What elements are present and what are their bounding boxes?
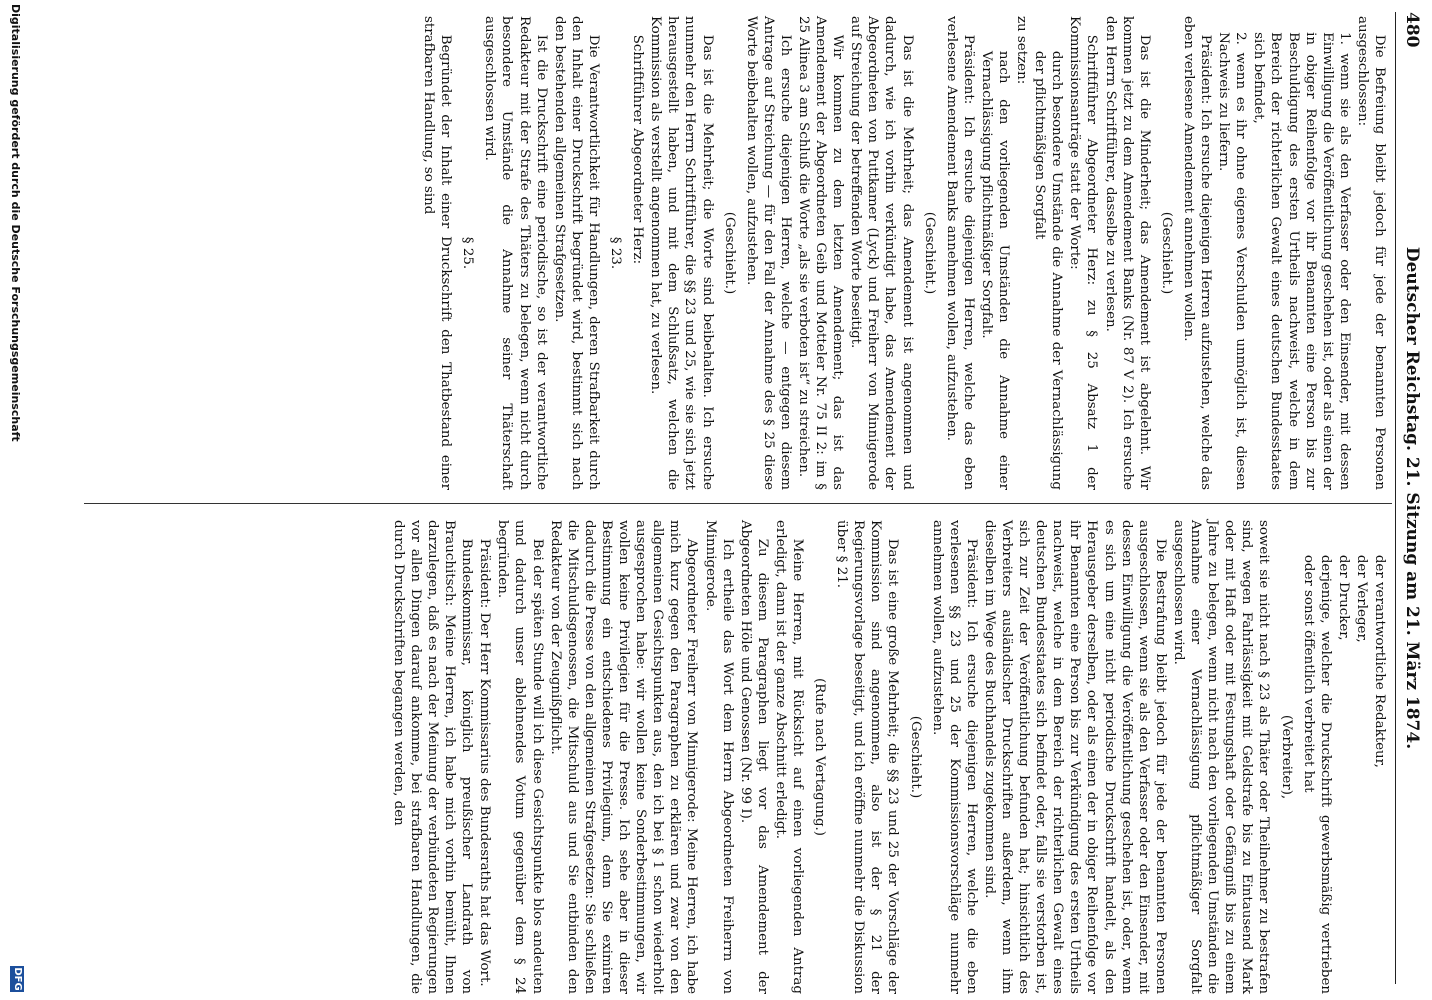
paragraph: Ist die Druckschrift eine periodische, so ist der verantwortliche Redakteur mit der Strafe des Thäters zu belegen, wenn nicht durch besondere Umstände die Annahme seiner Thäterschaft ausgeschlossen wird. (482, 16, 549, 490)
paragraph: Bei der späten Stunde will ich diese Gesichtspunkte blos andeuten und dadurch unser ablehnendes Votum gegenüber dem § 24 begründen. (495, 520, 545, 994)
paragraph: Das ist die Mehrheit; das Amendement ist angenommen und dadurch, wie ich vorhin verkündigt habe, das Amendement der Abgeordneten von Puttkamer (Lyck) und Freiherr von Minnigerode auf Streichung der betreffenden Worte beseitigt. (848, 16, 915, 490)
page-header (1398, 12, 1422, 984)
paragraph: (Verbreiter), (1278, 714, 1294, 800)
paragraph: Die Verantwortlichkeit für Handlungen, deren Strafbarkeit durch den Inhalt einer Druckschrift begründet wird, bestimmt sich nach den bestehenden allgemeinen Strafgesetzen. (551, 16, 601, 490)
paragraph: Ich ertheile das Wort dem Herrn Abgeordneten Freiherrn von Minnigerode. (702, 520, 735, 994)
paragraph: § 23. (608, 236, 624, 270)
paragraph: nach den vorliegenden Umständen die Annahme einer Vernachlässigung pflichtmäßiger Sorgfalt. (978, 50, 1012, 490)
paragraph: durch besondere Umstände die Annahme der Vernachlässigung der pflichtmäßigen Sorgfalt (1032, 50, 1065, 490)
footer-credit: Digitalisierung gefördert durch die Deutsche Forschungsgemeinschaft (9, 4, 22, 442)
paragraph: Zu diesem Paragraphen liegt vor das Amendement der Abgeordneten Höle und Genossen (Nr. 99 I). (737, 520, 770, 994)
paragraph: soweit sie nicht nach § 23 als Thäter oder Theilnehmer zu bestrafen sind, wegen Fahrlässigkeit mit Geldstrafe bis zu Eintausend Mark oder mit Haft oder mit Festungshaft oder Gefängniß bis zu einem Jahre zu belegen, wenn nicht nach den vorliegenden Umständen die Annahme einer Vernachlässigung pflichtmäßiger Sorgfalt ausgeschlossen wird. (1170, 520, 1272, 994)
paragraph: Bundeskommissar, königlich preußischer Landrath von Brauchitsch: Meine Herren, ich habe mich vorhin bemüht, Ihnen darzulegen, daß es nach der Meinung der verbündeten Regierungen vor allen Dingen darauf ankomme, bei strafbaren Handlungen, die durch Druckschriften begangen werden, den (390, 520, 475, 994)
paragraph: § 25. (460, 236, 476, 270)
paragraph: Ich ersuche diejenigen Herren, welche — entgegen diesem Antrage auf Streichung — für den Fall der Annahme des § 25 diese Worte beibehalten wollen, aufzustehen. (743, 16, 793, 490)
column-divider (84, 503, 1392, 504)
paragraph: derjenige, welcher die Druckschrift gewerbsmäßig vertrieben oder sonst öffentlich verbreitet hat (1300, 554, 1333, 994)
paragraph: Schriftführer Abgeordneter Herz: (630, 34, 646, 265)
paragraph: Das ist die Minderheit; das Amendement ist abgelehnt. Wir kommen jetzt zu dem Amendement Banks (Nr. 87 V 2). Ich ersuche den Herrn Schriftführer, dasselbe zu verlesen. (1102, 16, 1152, 490)
paragraph: der verantwortliche Redakteur, (1372, 554, 1387, 768)
paragraph: Die Befreiung bleibt jedoch für jede der benannten Personen ausgeschlossen: (1354, 16, 1387, 490)
left-column (419, 16, 1388, 490)
paragraph: Wir kommen zu dem letzten Amendement; das ist das Amendement der Abgeordneten Geib und Motteler Nr. 75 II 2: im § 25 Alinea 3 am Schluß die Worte „als sie verboten ist“ zu streichen. (796, 16, 846, 490)
page-title: Deutscher Reichstag. 21. Sitzung am 21. März 1874. (1402, 246, 1422, 750)
paragraph: 2. wenn es ihr ohne eigenes Verschulden unmöglich ist, diesen Nachweis zu liefern. (1216, 32, 1249, 490)
paragraph: Meine Herren, mit Rücksicht auf einen vorliegenden Antrag erledigt, dann ist der ganze Abschnitt erledigt. (772, 520, 805, 994)
paragraph: (Geschieht.) (1158, 211, 1174, 295)
paragraph: Die Bestrafung bleibt jedoch für jede der benannten Personen ausgeschlossen, wenn sie als den Verfasser oder den Einsender, mit dessen Einwilligung die Veröffentlichung geschehen ist, oder, wenn es sich um eine nicht periodische Druckschrift handelt, als den Herausgeber derselben, oder als einen der in obiger Reihenfolge vor ihr Benannten eine Person bis zur Verkündigung des ersten Urtheils nachweist, welche in dem Bereich der richterlichen Gewalt eines deutschen Bundesstaates sich befindet oder, falls sie verstorben ist, sich zur Zeit der Veröffentlichung befunden hat; hinsichtlich des Verbreiters ausländischer Druckschriften außerdem, wenn ihm dieselben im Wege des Buchhandels zugekommen sind. (981, 520, 1168, 994)
paragraph: Abgeordneter Freiherr von Minnigerode: Meine Herren, ich habe mich kurz gegen den Paragraphen zu erklären und zwar von den allgemeinen Gesichtspunkten aus, den ich bei § 1 schon wiederholt ausgesprochen habe: wir wollen keine Sonderbestimmungen, wir wollen keine Privilegien für die Presse. Ich sehe aber in dieser Bestimmung ein entschiedenes Privilegium, denn Sie eximiren dadurch die Presse von den allgemeinen Strafgesetzen: Sie schließen die Mitschuldsgenossen, die Mitschuld aus und Sie entbinden den Redakteur von der Zeugnißpflicht. (547, 520, 700, 994)
dfg-logo-icon: DFG (12, 967, 23, 991)
paragraph: Präsident: Ich ersuche diejenigen Herren aufzustehen, welche das eben verlesene Amendement annehmen wollen. (1180, 16, 1214, 490)
paragraph: der Drucker, (1335, 554, 1351, 641)
paragraph: 1. wenn sie als den Verfasser oder den Einsender, mit dessen Einwilligung die Veröffentlichung geschehen ist, oder als einen der in obiger Reihenfolge vor ihr Benannten eine Person bis zur Beschuldigung des ersten Urtheils nachweist, welche in dem Bereich der richterlichen Gewalt eines deutschen Bundesstaates sich befindet, (1251, 32, 1352, 490)
paragraph: Das ist die Mehrheit; die Worte sind beibehalten. Ich ersuche nunmehr den Herrn Schriftführer, die §§ 23 und 25, wie sie sich jetzt herausgestellt haben, und mit dem Schlußsatz, welchen die Kommission als verstellt angenommen hat, zu verlesen. (648, 16, 715, 490)
page-number: 480 (1402, 12, 1422, 48)
paragraph: Schriftführer Abgeordneter Herz: zu § 25 Absatz 1 der Kommissionsanträge statt der Worte: (1067, 16, 1100, 490)
paragraph: Das ist eine große Mehrheit; die §§ 23 und 25 der Vorschläge der Kommission sind angenommen, also ist der § 21 der Regierungsvorlage beseitigt, und ich eröffne nunmehr die Diskussion über § 21. (834, 520, 901, 994)
page-footer (6, 0, 24, 1000)
paragraph: der Verleger, (1353, 554, 1369, 643)
paragraph: Präsident: Ich ersuche diejenigen Herren, welche die eben verlesenen §§ 23 und 25 der Kommissionsvorschläge nunmehr annehmen wollen, aufzustehen. (929, 520, 979, 994)
paragraph: zu setzen: (1014, 16, 1030, 85)
header-rule (1395, 12, 1396, 984)
paragraph: (Geschieht.) (907, 715, 923, 799)
paragraph: (Geschieht.) (721, 211, 737, 295)
paragraph: Präsident: Ich ersuche diejenigen Herren, welche das eben verlesene Amendement Banks annehmen wollen, aufzustehen. (943, 16, 976, 490)
paragraph: Begründet der Inhalt einer Druckschrift den Thatbestand einer strafbaren Handlung, so sind (421, 16, 454, 490)
paragraph: (Geschieht.) (921, 211, 937, 295)
right-column (389, 520, 1388, 994)
paragraph: Präsident: Der Herr Kommissarius des Bundesraths hat das Wort. (477, 538, 493, 987)
paragraph: (Rufe nach Vertagung.) (812, 677, 828, 837)
